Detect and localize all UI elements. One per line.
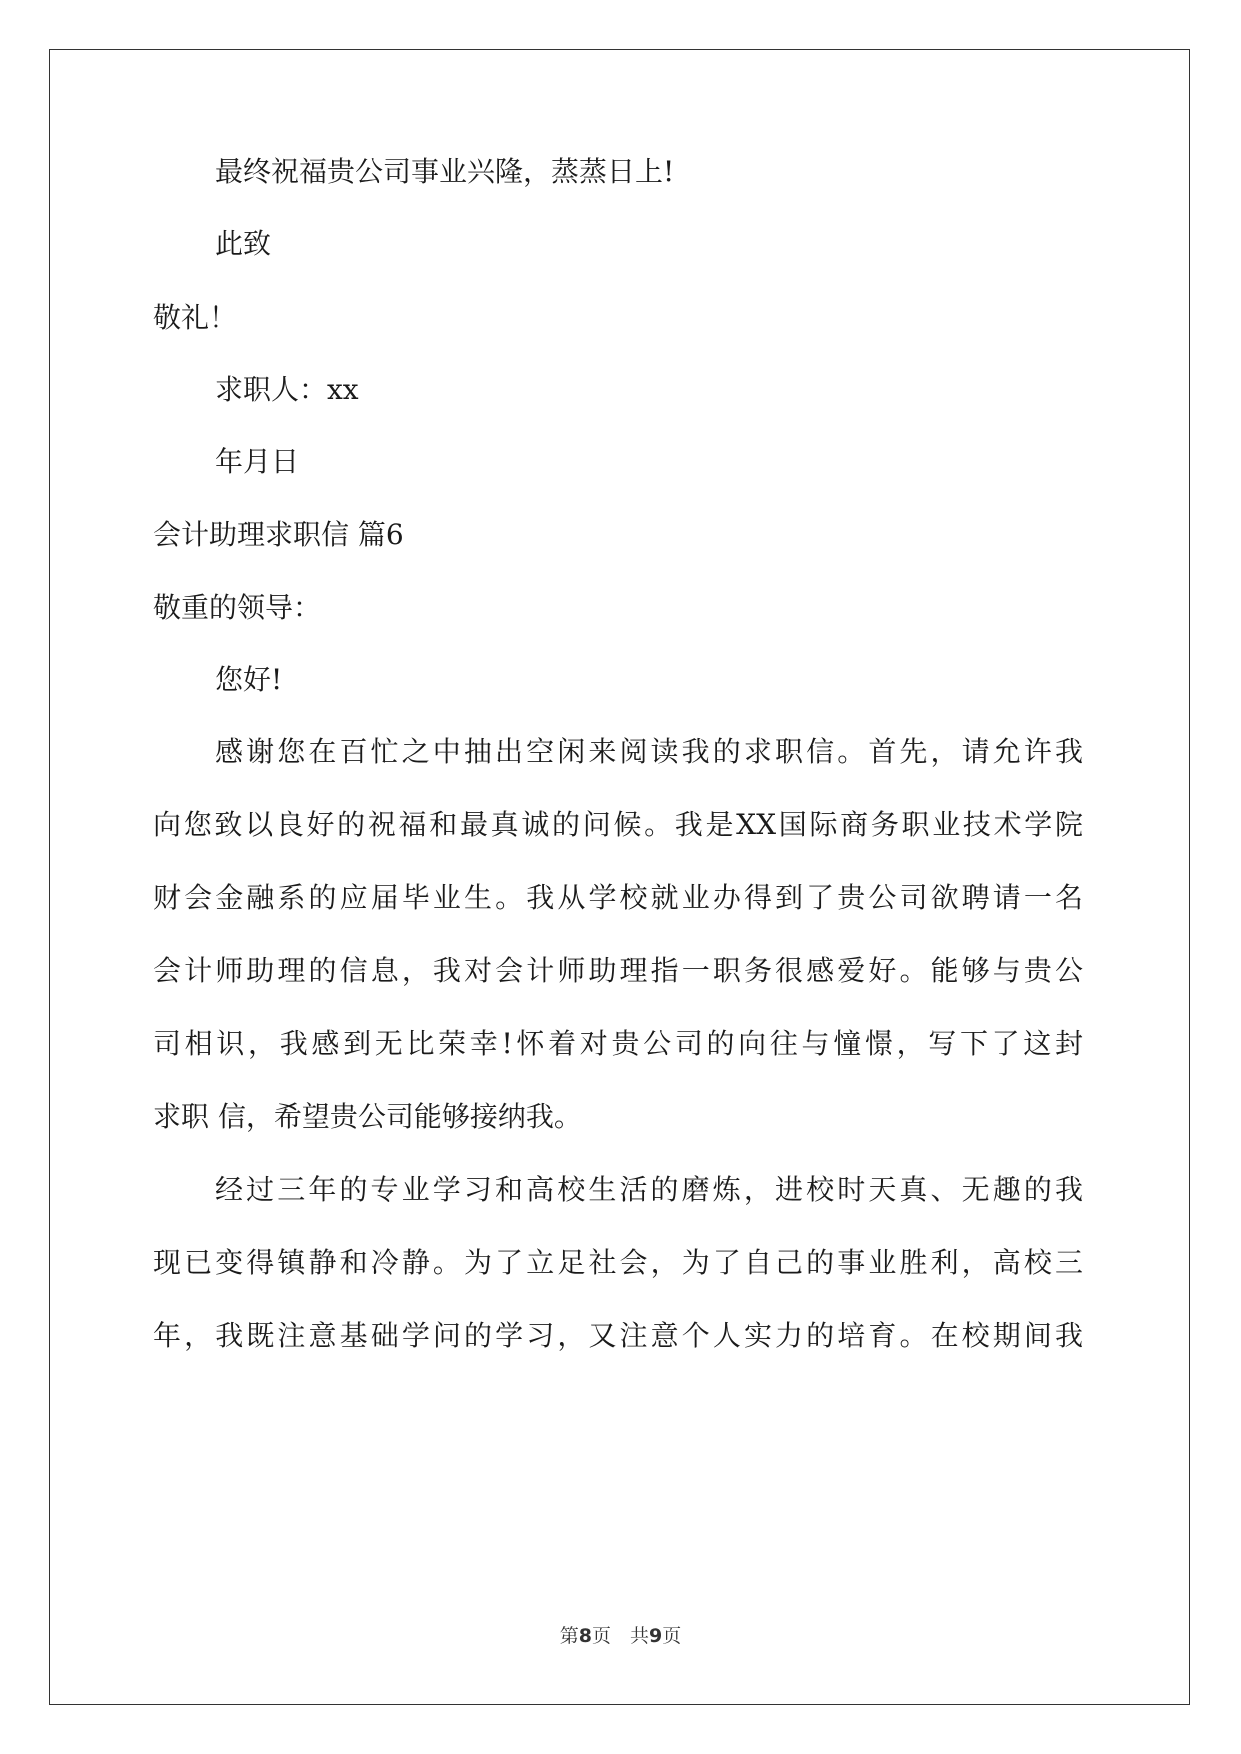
paragraph-line: 经过三年的专业学习和高校生活的磨炼，进校时天真、无趣的我	[215, 1173, 1083, 1206]
paragraph-line: 现已变得镇静和冷静。为了立足社会，为了自己的事业胜利，高校三	[153, 1246, 1083, 1279]
paragraph-line: 会计师助理的信息，我对会计师助理指一职务很感爱好。能够与贵公	[153, 954, 1083, 987]
page-border	[49, 49, 1190, 1705]
date-line: 年月日	[215, 445, 300, 478]
paragraph-line: 向您致以良好的祝福和最真诚的问候。我是XX国际商务职业技术学院	[153, 808, 1083, 841]
paragraph-line: 求职 信，希望贵公司能够接纳我。	[153, 1100, 582, 1133]
footer-suffix: 页	[662, 1625, 682, 1647]
paragraph-line: 财会金融系的应届毕业生。我从学校就业办得到了贵公司欲聘请一名	[153, 881, 1083, 914]
signature-line: 求职人：xx	[215, 373, 359, 406]
paragraph-line: 年，我既注意基础学问的学习，又注意个人实力的培育。在校期间我	[153, 1319, 1083, 1352]
section-heading: 会计助理求职信 篇6	[153, 518, 404, 551]
paragraph-line: 司相识，我感到无比荣幸!怀着对贵公司的向往与憧憬，写下了这封	[153, 1027, 1083, 1060]
footer-page-number: 8	[578, 1625, 592, 1647]
footer-mid: 页 共	[591, 1625, 649, 1647]
footer-prefix: 第	[559, 1625, 579, 1647]
footer-total-pages: 9	[649, 1625, 663, 1647]
blessing-line: 最终祝福贵公司事业兴隆，蒸蒸日上!	[215, 155, 675, 188]
closing-line: 此致	[215, 227, 272, 260]
page-footer	[0, 1625, 1241, 1647]
closing-salute: 敬礼！	[153, 301, 238, 334]
paragraph-line: 感谢您在百忙之中抽出空闲来阅读我的求职信。首先，请允许我	[215, 735, 1083, 768]
salutation-line: 敬重的领导：	[153, 591, 322, 624]
greeting-line: 您好!	[215, 663, 283, 696]
